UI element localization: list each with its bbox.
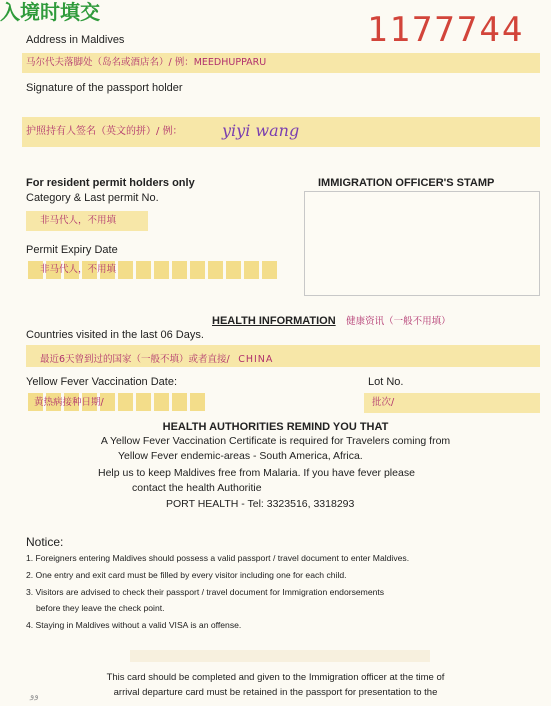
yellow-fever-hint: 黄热病接种日期/ [34, 397, 104, 408]
signature-value: yiyi wang [222, 121, 300, 140]
footer-line-1: This card should be completed and given to the Immigration officer at the time of [106, 672, 445, 683]
page-mark: ﻭﻭ [30, 690, 39, 700]
reminder-line-5: PORT HEALTH - Tel: 3323516, 3318293 [166, 498, 355, 510]
reminder-line-3: Help us to keep Maldives free from Malaria. If you have fever please [98, 467, 415, 479]
notice-item-3-cont: before they leave the check point. [36, 603, 165, 613]
notice-title: Notice: [26, 535, 64, 549]
resident-label: For resident permit holders only [26, 177, 195, 189]
reminder-heading: HEALTH AUTHORITIES REMIND YOU THAT [162, 421, 389, 433]
lot-hint: 批次/ [372, 397, 395, 408]
health-heading-cn: 健康资讯（一般不用填） [346, 316, 451, 327]
expiry-label: Permit Expiry Date [26, 244, 118, 256]
notice-item-1: 1. Foreigners entering Maldives should possess a valid passport / travel document to enter Maldives. [26, 553, 410, 563]
signature-hint: 护照持有人签名（英文的拼）/ 例： [26, 126, 183, 137]
category-label: Category & Last permit No. [26, 192, 159, 204]
yellow-fever-label: Yellow Fever Vaccination Date: [26, 376, 178, 388]
serial-number: 1177744 [367, 10, 525, 50]
notice-item-4: 4. Staying in Maldives without a valid VISA is an offense. [26, 620, 242, 630]
health-heading-row [212, 311, 451, 329]
faint-stripe [130, 650, 430, 662]
address-label: Address in Maldives [26, 34, 125, 46]
reminder-line-2: Yellow Fever endemic-areas - South America, Africa. [118, 450, 363, 462]
expiry-value: 非马代人，不用填 [40, 264, 117, 275]
signature-label: Signature of the passport holder [26, 82, 183, 94]
countries-hint: 最近6天曾到过的国家（一般不填）或者直接/ [40, 354, 230, 365]
category-value: 非马代人，不用填 [40, 215, 117, 226]
lot-label: Lot No. [368, 376, 404, 388]
top-heading: 入境时填交 [0, 0, 100, 24]
reminder-line-4: contact the health Authoritie [132, 482, 262, 494]
immigration-stamp-box [304, 191, 540, 296]
stamp-label: IMMIGRATION OFFICER'S STAMP [318, 177, 495, 189]
countries-value: CHINA [238, 354, 274, 365]
notice-item-2: 2. One entry and exit card must be filled by every visitor including one for each child. [26, 570, 347, 580]
countries-label: Countries visited in the last 06 Days. [26, 329, 204, 341]
reminder-line-1: A Yellow Fever Vaccination Certificate is required for Travelers coming from [100, 435, 451, 447]
notice-item-3: 3. Visitors are advised to check their passport / travel document for Immigration endorsements [26, 587, 385, 597]
countries-row [40, 349, 273, 367]
address-hint: 马尔代夫落脚处（岛名或酒店名）/ 例：MEEDHUPPARU [26, 57, 267, 68]
footer-line-2: arrival departure card must be retained in the passport for presentation to the [113, 687, 438, 698]
health-heading: HEALTH INFORMATION [212, 315, 336, 327]
